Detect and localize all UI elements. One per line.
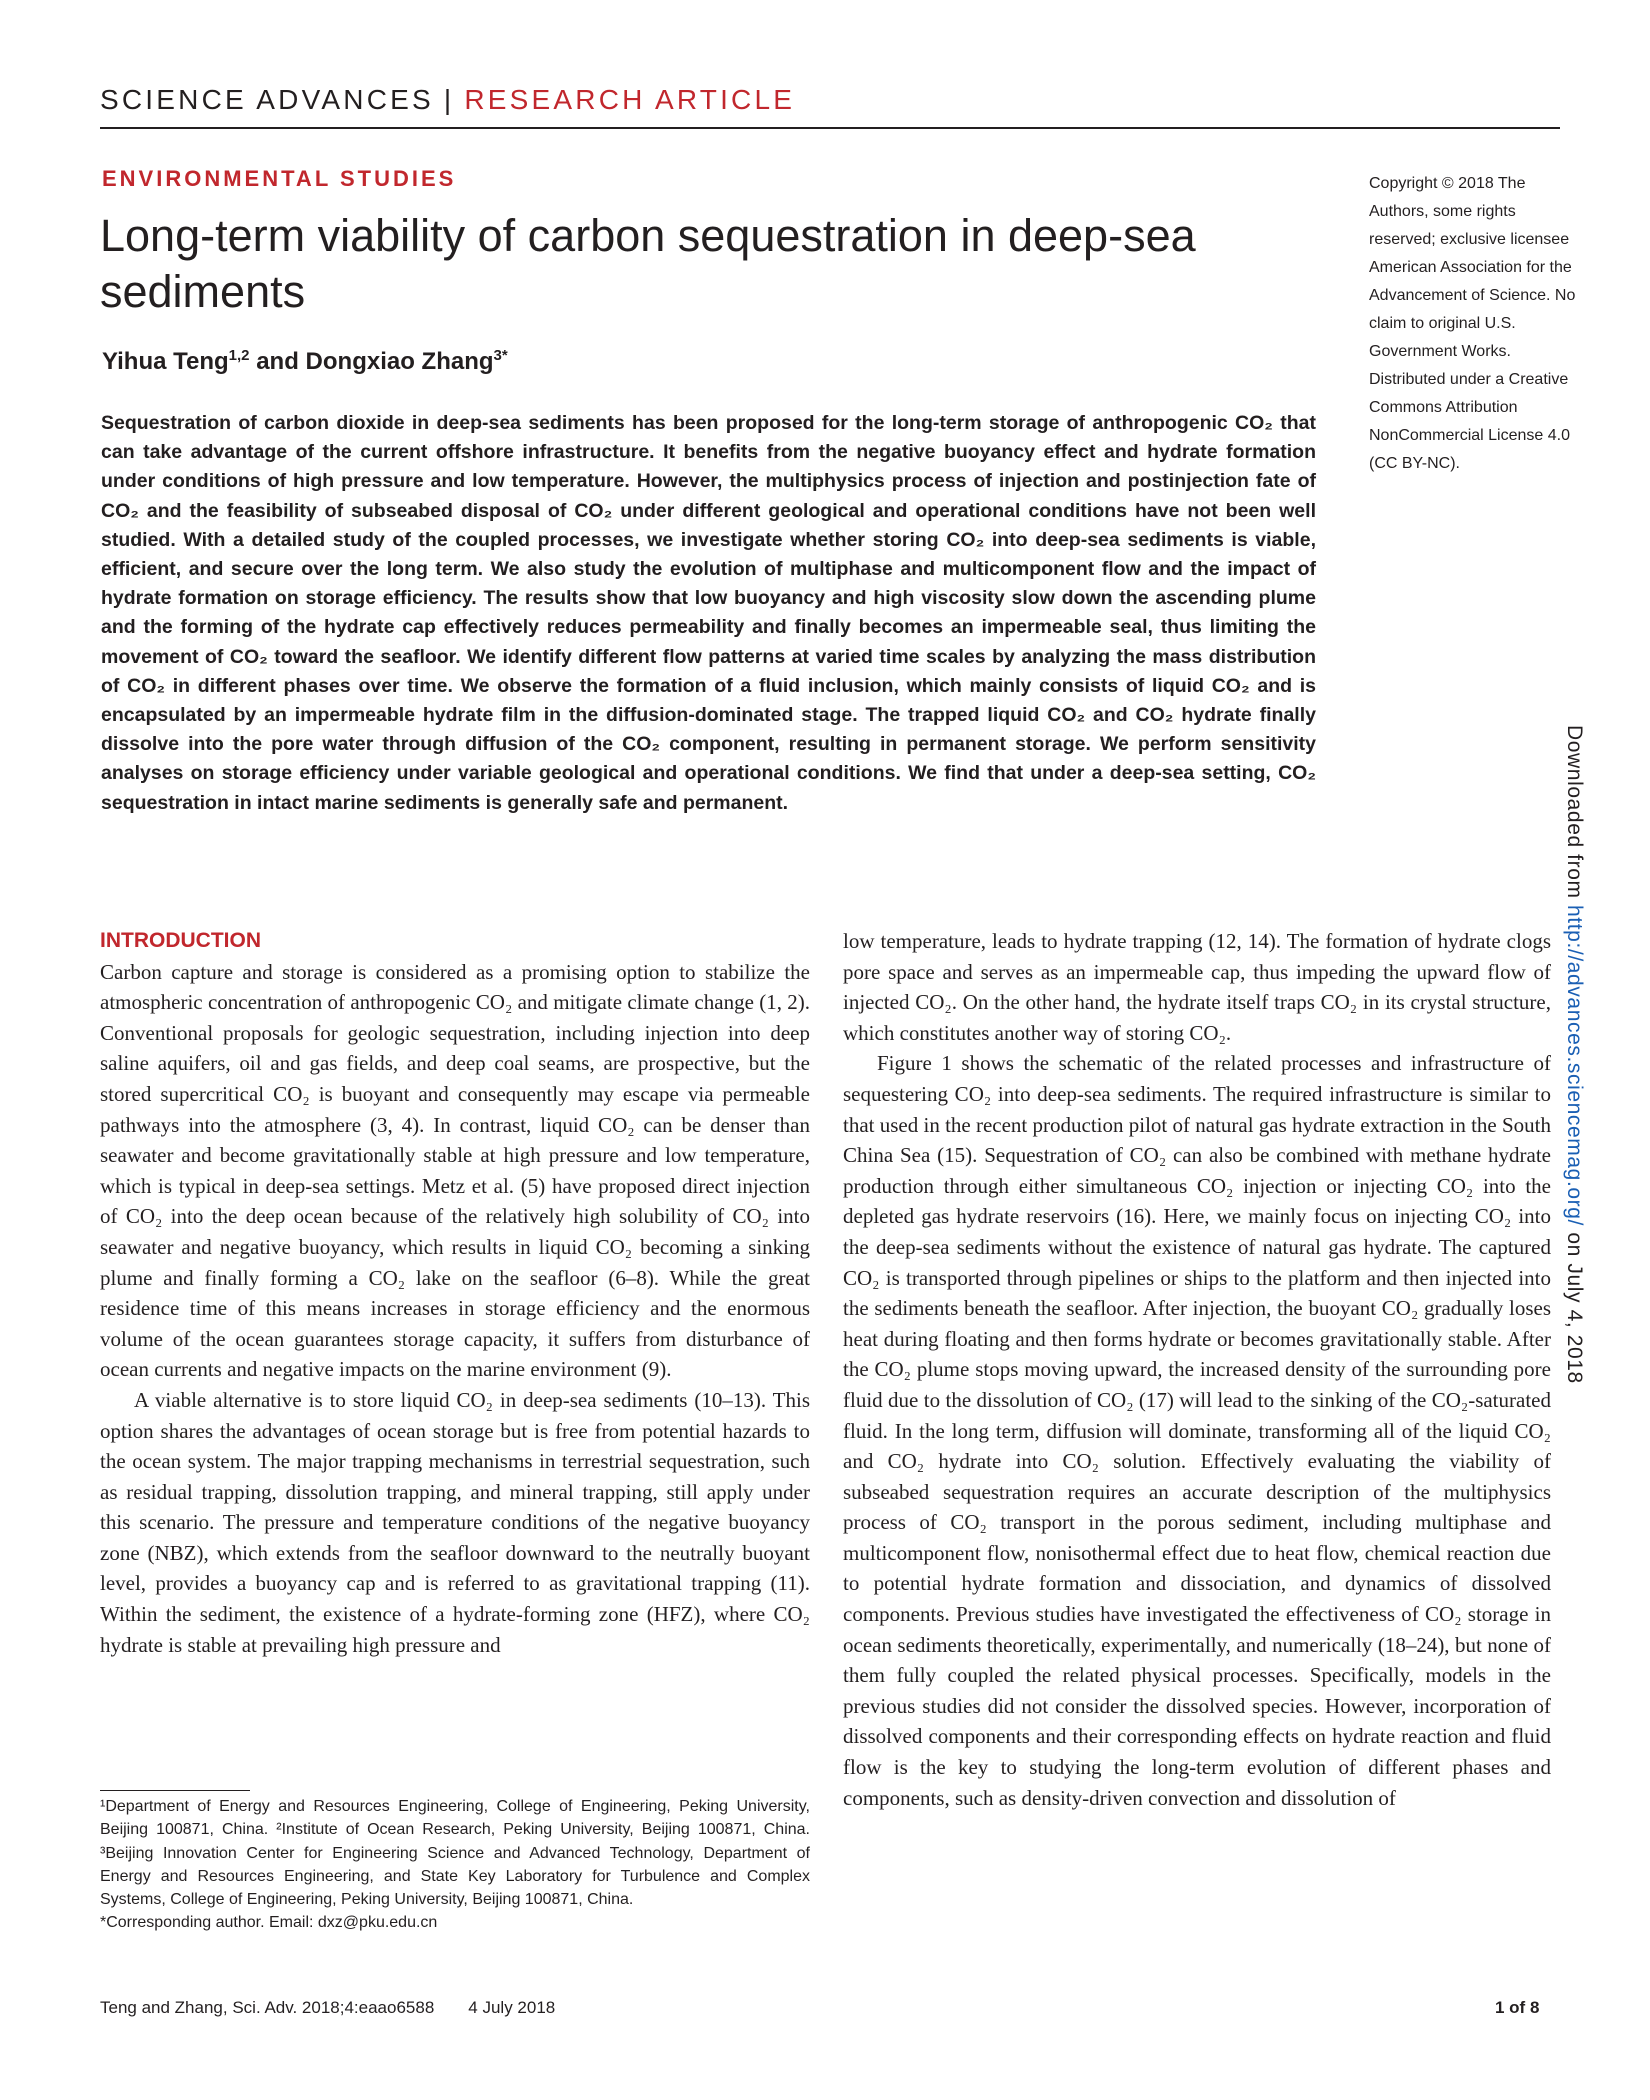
author-name[interactable]: Yihua Teng [102,348,229,375]
download-prefix: Downloaded from [1563,725,1586,906]
journal-name: SCIENCE ADVANCES [100,84,434,115]
footnote-divider [100,1790,250,1791]
author-affiliation: 3* [493,347,508,364]
author-list [102,347,508,376]
body-paragraph: Carbon capture and storage is considered as a promising option to stabilize the atmospheric concentration of anthropogenic CO₂ and mitigate climate change (1, 2). Conventional proposals for geologic sequestration, including injection into deep saline aquifers, oil and gas fields, and deep coal seams, are prospective, but the stored supercritical CO₂ is buoyant and consequently may escape via permeable pathways into the atmosphere (3, 4). In contrast, liquid CO₂ can be denser than seawater and become gravitationally stable at high pressure and low temperature, which is typical in deep-sea settings. Metz et al. (5) have proposed direct injection of CO₂ into the deep ocean because of the relatively high solubility of CO₂ into seawater and negative buoyancy, which results in liquid CO₂ becoming a sinking plume and finally forming a CO₂ lake on the seafloor (6–8). While the great residence time of this means increases in storage efficiency and the enormous volume of the ocean guarantees storage capacity, it suffers from disturbance of ocean currents and negative impacts on the marine environment (9). [100,959,810,1382]
article-title: Long-term viability of carbon sequestration in deep-sea sediments [100,210,1196,317]
journal-header [100,84,795,116]
author-affiliation: 1,2 [228,347,250,364]
author-name[interactable]: Dongxiao Zhang [305,348,494,375]
abstract: Sequestration of carbon dioxide in deep-sea sediments has been proposed for the long-term storage of anthropogenic CO₂ that can take advantage of the current offshore infrastructure. It benefits from the negative buoyancy effect and hydrate formation under conditions of high pressure and low temperature. However, the multiphysics process of injection and postinjection fate of CO₂ and the feasibility of subseabed disposal of CO₂ under different geological and operational conditions have not been well studied. With a detailed study of the coupled processes, we investigate whether storing CO₂ into deep-sea sediments is viable, efficient, and secure over the long term. We also study the evolution of multiphase and multicomponent flow and the impact of hydrate formation on storage efficiency. The results show that low buoyancy and high viscosity slow down the ascending plume and the forming of the hydrate cap effectively reduces permeability and finally becomes an impermeable seal, thus limiting the movement of CO₂ toward the seafloor. We identify different flow patterns at varied time scales by analyzing the mass distribution of CO₂ in different phases over time. We observe the formation of a fluid inclusion, which mainly consists of liquid CO₂ and is encapsulated by an impermeable hydrate film in the diffusion-dominated stage. The trapped liquid CO₂ and CO₂ hydrate finally dissolve into the pore water through diffusion of the CO₂ component, resulting in permanent storage. We perform sensitivity analyses on storage efficiency under variable geological and operational conditions. We find that under a deep-sea setting, CO₂ sequestration in intact marine sediments is generally safe and permanent. [101,412,1316,814]
footnotes [100,1795,810,1935]
download-link[interactable]: http://advances.sciencemag.org/ [1563,905,1586,1226]
download-note [1562,725,1586,1384]
footer-date: 4 July 2018 [468,1998,556,2017]
article-type: RESEARCH ARTICLE [464,84,796,115]
subject-category: ENVIRONMENTAL STUDIES [102,166,457,191]
header-divider [100,127,1560,129]
download-suffix: on July 4, 2018 [1563,1225,1586,1384]
page-number: 1 of 8 [1495,1998,1540,2017]
affiliations: ¹Department of Energy and Resources Engineering, College of Engineering, Peking University, Beijing 100871, China. ²Institute of Ocean Research, Peking University, Beijing 100871, China. ³Beijing Innovation Center for Engineering Science and Advanced Technology, Department of Energy and Resources Engineering, and State Key Laboratory for Turbulence and Complex Systems, College of Engineering, Peking University, Beijing 100871, China. [100,1798,810,1909]
body-paragraph: Figure 1 shows the schematic of the related processes and infrastructure of sequestering CO₂ into deep-sea sediments. The required infrastructure is similar to that used in the recent production pilot of natural gas hydrate extraction in the South China Sea (15). Sequestration of CO₂ can also be combined with methane hydrate production through either simultaneous CO₂ injection or injecting CO₂ into the depleted gas hydrate reservoirs (16). Here, we mainly focus on injecting CO₂ into the deep-sea sediments without the existence of natural gas hydrate. The captured CO₂ is transported through pipelines or ships to the platform and then injected into the sediments beneath the seafloor. After injection, the buoyant CO₂ gradually loses heat during floating and then forms hydrate or becomes gravitationally stable. After the CO₂ plume stops moving upward, the increased density of the surrounding pore fluid due to the dissolution of CO₂ (17) will lead to the sinking of the CO₂-saturated fluid. In the long term, diffusion will dominate, transforming all of the liquid CO₂ and CO₂ hydrate into CO₂ solution. Effectively evaluating the viability of subseabed sequestration requires an accurate description of the multiphysics process of CO₂ transport in the porous sediment, including multiphase and multicomponent flow, nonisothermal effect due to heat flow, chemical reaction due to potential hydrate formation and dissociation, and dynamics of dissolved components. Previous studies have investigated the effectiveness of CO₂ storage in ocean sediments theoretically, experimentally, and numerically (18–24), but none of them fully coupled the related physical processes. Specifically, models in the previous studies did not consider the dissolved species. However, incorporation of dissolved components and their corresponding effects on hydrate reaction and fluid flow is the key to studying the long-term evolution of different phases and components, such as density-driven convection and dissolution of [843,1051,1551,1810]
footer-citation: Teng and Zhang, Sci. Adv. 2018;4:eaao6588 [100,1998,435,2017]
header-separator: | [443,84,455,115]
corresponding-author: *Corresponding author. Email: dxz@pku.edu.cn [100,1914,438,1932]
copyright-notice: Copyright © 2018 The Authors, some rights reserved; exclusive licensee American Association for the Advancement of Science. No claim to original U.S. Government Works. Distributed under a Creative Commons Attribution NonCommercial License 4.0 (CC BY-NC). [1369,175,1576,472]
author-connector: and [249,348,306,375]
footer-citation-block [100,1998,555,2018]
right-column [843,926,1551,1813]
body-paragraph: A viable alternative is to store liquid CO₂ in deep-sea sediments (10–13). This option shares the advantages of ocean storage but is free from potential hazards to the ocean system. The major trapping mechanisms in terrestrial sequestration, such as residual trapping, dissolution trapping, and mineral trapping, still apply under this scenario. The pressure and temperature conditions of the negative buoyancy zone (NBZ), which extends from the seafloor downward to the neutrally buoyant level, provides a buoyancy cap and is referred to as gravitational trapping (11). Within the sediment, the existence of a hydrate-forming zone (HFZ), where CO₂ hydrate is stable at prevailing high pressure and [100,1387,810,1657]
body-paragraph: low temperature, leads to hydrate trapping (12, 14). The formation of hydrate clogs pore space and serves as an impermeable cap, thus impeding the upward flow of injected CO₂. On the other hand, the hydrate itself traps CO₂ in its crystal structure, which constitutes another way of storing CO₂. [843,929,1551,1045]
left-column [100,926,810,1660]
section-heading: INTRODUCTION [100,929,261,952]
